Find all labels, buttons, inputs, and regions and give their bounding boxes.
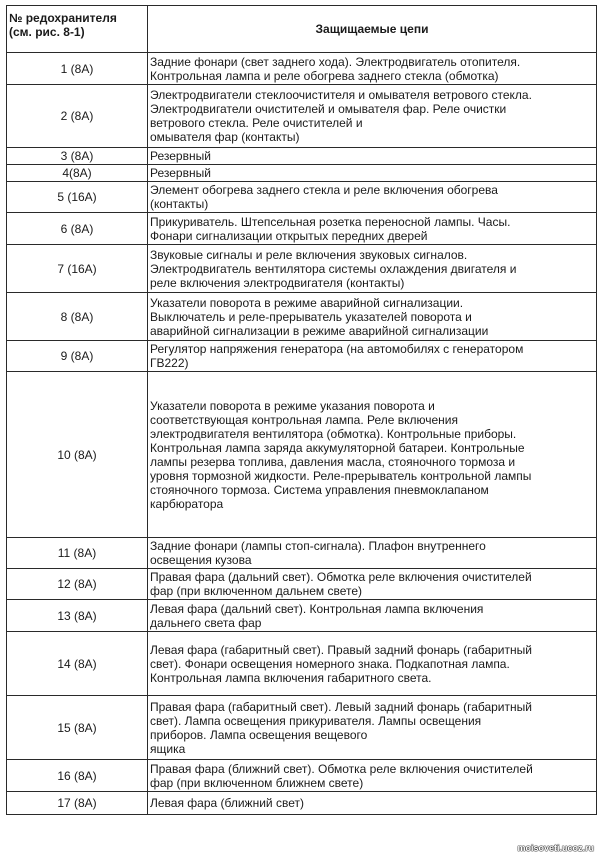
- fuse-number-cell: 10 (8А): [7, 372, 148, 538]
- protected-circuits-cell: Задние фонари (свет заднего хода). Электродвигатель отопителя. Контрольная лампа и реле обогрева заднего стекла (обмотка): [148, 53, 597, 85]
- protected-circuits-cell: Регулятор напряжения генератора (на автомобилях с генератором ГВ222): [148, 341, 597, 372]
- fuse-number-cell: 13 (8А): [7, 600, 148, 632]
- protected-circuits-cell: Элемент обогрева заднего стекла и реле включения обогрева (контакты): [148, 182, 597, 213]
- table-row: [7, 372, 597, 538]
- table-row: [7, 182, 597, 213]
- fuse-number-cell: 9 (8А): [7, 341, 148, 372]
- header-protected-circuits: Защищаемые цепи: [148, 6, 597, 53]
- protected-circuits-cell: Указатели поворота в режиме аварийной сигнализации. Выключатель и реле-прерыватель указателей поворота и аварийной сигнализации в режиме аварийной сигнализации: [148, 293, 597, 341]
- protected-circuits-cell: Прикуриватель. Штепсельная розетка переносной лампы. Часы. Фонари сигнализации открытых передних дверей: [148, 213, 597, 245]
- table-row: [7, 53, 597, 85]
- header-fuse-number: № редохранителя (см. рис. 8-1): [7, 6, 148, 53]
- protected-circuits-cell: Электродвигатели стеклоочистителя и омывателя ветрового стекла. Электродвигатели очистителей и омывателя фар. Реле очистки ветрового стекла. Реле очистителей и омывателя фар (контакты): [148, 85, 597, 148]
- table-body: [7, 53, 597, 815]
- protected-circuits-cell: Правая фара (ближний свет). Обмотка реле включения очистителей фар (при включенном ближнем свете): [148, 760, 597, 792]
- fuse-number-cell: 6 (8А): [7, 213, 148, 245]
- protected-circuits-cell: Правая фара (габаритный свет). Левый задний фонарь (габаритный свет). Лампа освещения прикуривателя. Лампы освещения приборов. Лампа освещения вещевого ящика: [148, 696, 597, 760]
- fuse-number-cell: 17 (8А): [7, 792, 148, 815]
- table-row: [7, 85, 597, 148]
- fuse-number-cell: 4(8А): [7, 165, 148, 182]
- table-row: [7, 600, 597, 632]
- table-row: [7, 569, 597, 600]
- header-row: [7, 6, 597, 53]
- fuse-number-cell: 11 (8А): [7, 538, 148, 569]
- table-row: [7, 245, 597, 293]
- table-row: [7, 696, 597, 760]
- table-row: [7, 632, 597, 696]
- protected-circuits-cell: Резервный: [148, 148, 597, 165]
- table-row: [7, 165, 597, 182]
- table-row: [7, 293, 597, 341]
- protected-circuits-cell: Правая фара (дальний свет). Обмотка реле включения очистителей фар (при включенном дальнем свете): [148, 569, 597, 600]
- protected-circuits-cell: Указатели поворота в режиме указания поворота и соответствующая контрольная лампа. Реле включения электродвигателя вентилятора (обмотка). Контрольные приборы. Контрольная лампа заряда аккумуляторной батареи. Контрольные лампы резерва топлива, давления масла, стояночного тормоза и уровня тормозной жидкости. Реле-прерыватель контрольной лампы стояночного тормоза. Система управления пневмоклапаном карбюратора: [148, 372, 597, 538]
- fuse-number-cell: 15 (8А): [7, 696, 148, 760]
- fuse-number-cell: 14 (8А): [7, 632, 148, 696]
- fuse-number-cell: 7 (16А): [7, 245, 148, 293]
- protected-circuits-cell: Левая фара (дальний свет). Контрольная лампа включения дальнего света фар: [148, 600, 597, 632]
- fuse-number-cell: 5 (16А): [7, 182, 148, 213]
- table-row: [7, 148, 597, 165]
- table-row: [7, 213, 597, 245]
- fuse-number-cell: 8 (8А): [7, 293, 148, 341]
- fuse-number-cell: 1 (8А): [7, 53, 148, 85]
- table-row: [7, 538, 597, 569]
- protected-circuits-cell: Резервный: [148, 165, 597, 182]
- fuse-table: [6, 5, 597, 815]
- protected-circuits-cell: Левая фара (габаритный свет). Правый задний фонарь (габаритный свет). Фонари освещения номерного знака. Подкапотная лампа. Контрольная лампа включения габаритного света.: [148, 632, 597, 696]
- table-row: [7, 760, 597, 792]
- protected-circuits-cell: Звуковые сигналы и реле включения звуковых сигналов. Электродвигатель вентилятора системы охлаждения двигателя и реле включения электродвигателя (контакты): [148, 245, 597, 293]
- protected-circuits-cell: Задние фонари (лампы стоп-сигнала). Плафон внутреннего освещения кузова: [148, 538, 597, 569]
- watermark: moisoveti.ucoz.ru: [517, 843, 594, 853]
- protected-circuits-cell: Левая фара (ближний свет): [148, 792, 597, 815]
- fuse-number-cell: 16 (8А): [7, 760, 148, 792]
- table-row: [7, 341, 597, 372]
- fuse-number-cell: 12 (8А): [7, 569, 148, 600]
- table-row: [7, 792, 597, 815]
- fuse-number-cell: 3 (8А): [7, 148, 148, 165]
- fuse-number-cell: 2 (8А): [7, 85, 148, 148]
